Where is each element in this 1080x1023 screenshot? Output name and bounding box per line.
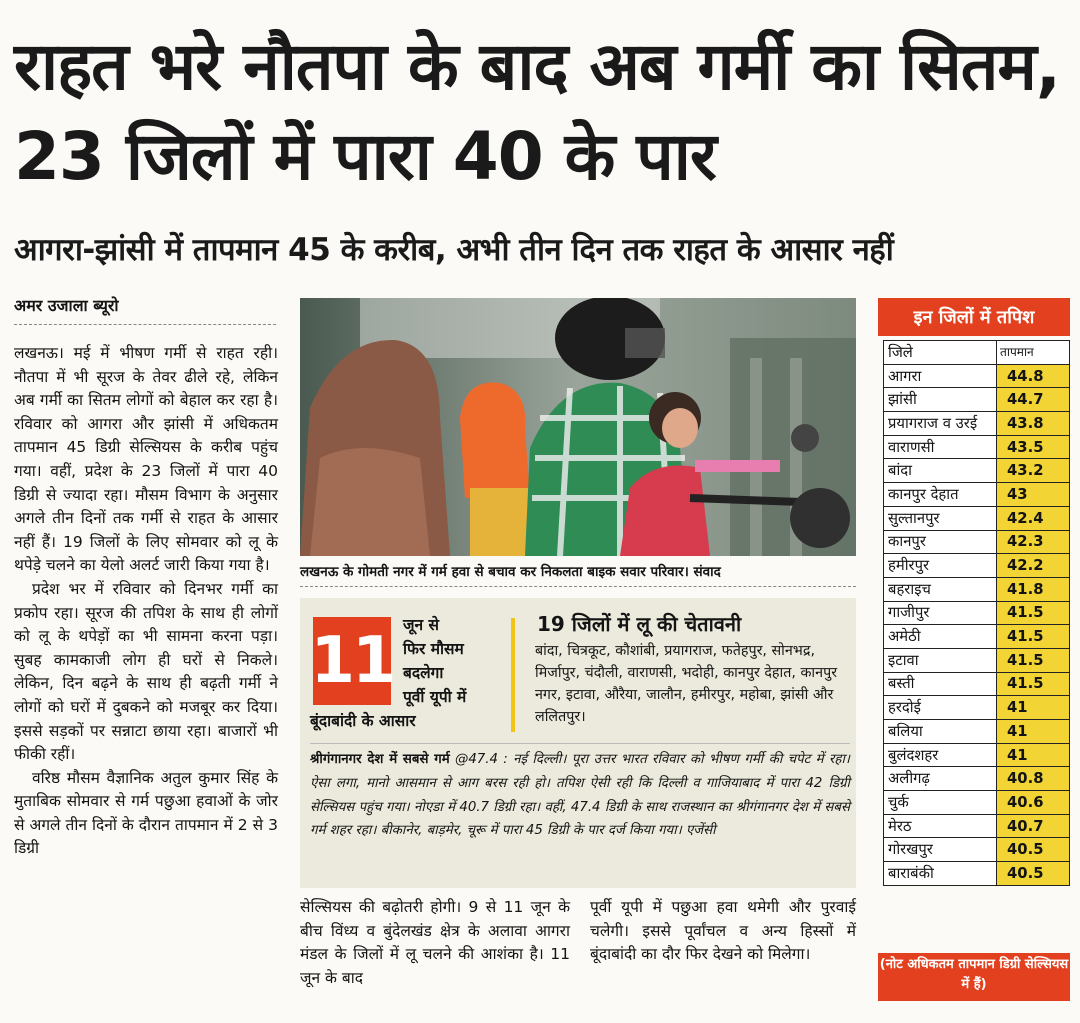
table-row — [884, 435, 1070, 459]
temperature-cell: 43.8 — [997, 412, 1070, 436]
district-cell: अमेठी — [884, 625, 997, 649]
subheadline: आगरा-झांसी में तापमान 45 के करीब, अभी तीन दिन तक राहत के आसार नहीं — [14, 232, 894, 268]
table-row — [884, 696, 1070, 720]
warning-districts: बांदा, चित्रकूट, कौशांबी, प्रयागराज, फतेहपुर, सोनभद्र, मिर्जापुर, चंदौली, वाराणसी, भदोही, कानपुर देहात, कानपुर नगर, इटावा, औरैया, जालौन, हमीरपुर, महोबा, झांसी और ललितपुर। — [535, 643, 838, 725]
byline: अमर उजाला ब्यूरो — [14, 296, 119, 315]
district-cell: बांदा — [884, 459, 997, 483]
district-cell: मेरठ — [884, 814, 997, 838]
date-number-badge: 11 — [313, 617, 391, 705]
district-cell: अलीगढ़ — [884, 767, 997, 791]
district-header: जिले — [884, 341, 997, 365]
june-line-2: फिर मौसम — [403, 640, 464, 658]
district-cell: कानपुर — [884, 530, 997, 554]
column-2-text: सेल्सियस की बढ़ोतरी होगी। 9 से 11 जून के बीच विंध्य व बुंदेलखंड क्षेत्र के अलावा आगरा मंडल के जिलों में लू चलने की आशंका है। 11 जून के बाद — [300, 898, 570, 987]
district-cell: सुल्तानपुर — [884, 506, 997, 530]
temperature-cell: 41 — [997, 696, 1070, 720]
table-row — [884, 530, 1070, 554]
table-row — [884, 648, 1070, 672]
table-header-row — [884, 341, 1070, 365]
table-row — [884, 625, 1070, 649]
temp-header: तापमान — [997, 341, 1070, 365]
table-row — [884, 672, 1070, 696]
box-divider — [310, 743, 850, 744]
table-row — [884, 862, 1070, 886]
table-row — [884, 767, 1070, 791]
district-cell: प्रयागराज व उरई — [884, 412, 997, 436]
paragraph-3: वरिष्ठ मौसम वैज्ञानिक अतुल कुमार सिंह के मुताबिक सोमवार से गर्म पछुआ हवाओं के जोर से अगले तीन दिनों के दौरान तापमान में 2 से 3 डिग्री — [14, 768, 278, 858]
temperature-cell: 44.7 — [997, 388, 1070, 412]
temperature-cell: 43.2 — [997, 459, 1070, 483]
district-cell: इटावा — [884, 648, 997, 672]
table-row — [884, 364, 1070, 388]
table-row — [884, 743, 1070, 767]
article-column-2 — [300, 896, 570, 990]
headline: राहत भरे नौतपा के बाद अब गर्मी का सितम, 23 जिलों में पारा 40 के पार — [14, 28, 1060, 195]
table-note: (नोट अधिकतम तापमान डिग्री सेल्सियस में हैं) — [878, 953, 1070, 1001]
table-row — [884, 388, 1070, 412]
table-row — [884, 601, 1070, 625]
bike-family-photo-illustration — [300, 298, 856, 556]
sriganganagar-paragraph — [310, 748, 850, 843]
district-cell: वाराणसी — [884, 435, 997, 459]
temperature-cell: 40.7 — [997, 814, 1070, 838]
temperature-cell: 41.5 — [997, 625, 1070, 649]
temperature-cell: 42.2 — [997, 554, 1070, 578]
table-row — [884, 459, 1070, 483]
temperature-cell: 41.5 — [997, 601, 1070, 625]
temperature-cell: 43 — [997, 483, 1070, 507]
temperature-cell: 40.6 — [997, 791, 1070, 815]
caption-divider — [300, 586, 856, 587]
district-cell: बहराइच — [884, 577, 997, 601]
temperature-cell: 41 — [997, 743, 1070, 767]
temperature-cell: 40.5 — [997, 862, 1070, 886]
weather-change-text — [403, 613, 508, 709]
paragraph-1: लखनऊ। मई में भीषण गर्मी से राहत रही। नौतपा में भी सूरज के तेवर ढीले रहे, लेकिन अब गर्मी का सितम लोगों को बेहाल कर रहा है। रविवार को आगरा और झांसी में अधिकतम तापमान 45 डिग्री सेल्सियस के करीब पहुंच गया। वहीं, प्रदेश के 23 जिलों में पारा 40 डिग्री से ज्यादा रहा। मौसम विभाग के अनुसार अगले तीन दिनों तक गर्मी से राहत के आसार नहीं हैं। 19 जिलों के लिए सोमवार को लू के थपेड़े चलने का येलो अलर्ट जारी किया गया है। — [14, 344, 278, 575]
temperature-cell: 42.4 — [997, 506, 1070, 530]
column-3-text: पूर्वी यूपी में पछुआ हवा थमेगी और पुरवाई चलेगी। इससे पूर्वांचल व अन्य हिस्सों में बूंदाबांदी का दौर फिर देखने को मिलेगा। — [590, 898, 856, 964]
table-row — [884, 577, 1070, 601]
district-cell: बाराबंकी — [884, 862, 997, 886]
temperature-cell: 41.5 — [997, 648, 1070, 672]
sriganganagar-title: श्रीगंगानगर देश में सबसे गर्म — [310, 752, 450, 767]
district-cell: हमीरपुर — [884, 554, 997, 578]
june-line-5: बूंदाबांदी के आसार — [310, 712, 416, 730]
table-row — [884, 791, 1070, 815]
table-row — [884, 814, 1070, 838]
district-cell: बस्ती — [884, 672, 997, 696]
district-cell: झांसी — [884, 388, 997, 412]
temperature-cell: 40.5 — [997, 838, 1070, 862]
warning-title: 19 जिलों में लू की चेतावनी — [537, 612, 742, 636]
paragraph-2: प्रदेश भर में रविवार को दिनभर गर्मी का प्रकोप रहा। सूरज की तपिश के साथ ही लोगों को लू के थपेड़ों का भी सामना करना पड़ा। सुबह कामकाजी लोग ही घरों से निकले। लेकिन, दिन बढ़ने के साथ ही बढ़ती गर्मी ने लोगों को घरों में दुबकने को मजबूर कर दिया। इससे सड़कों पर सन्नाटा छाया रहा। बाजारों भी फीकी रहीं। — [14, 579, 278, 764]
june-line-3: बदलेगा — [403, 664, 444, 682]
june-line-1: जून से — [403, 616, 439, 634]
district-cell: गोरखपुर — [884, 838, 997, 862]
temperature-cell: 40.8 — [997, 767, 1070, 791]
photo-caption: लखनऊ के गोमती नगर में गर्म हवा से बचाव कर निकलता बाइक सवार परिवार। संवाद — [300, 564, 721, 580]
temperature-cell: 44.8 — [997, 364, 1070, 388]
district-cell: बुलंदशहर — [884, 743, 997, 767]
district-cell: आगरा — [884, 364, 997, 388]
accent-bar — [511, 618, 515, 732]
temperature-cell: 42.3 — [997, 530, 1070, 554]
temperature-cell: 43.5 — [997, 435, 1070, 459]
byline-divider — [14, 324, 276, 325]
district-cell: हरदोई — [884, 696, 997, 720]
table-row — [884, 483, 1070, 507]
district-cell: कानपुर देहात — [884, 483, 997, 507]
temperature-table — [883, 340, 1070, 886]
article-column-1 — [14, 342, 278, 861]
district-cell: चुर्क — [884, 791, 997, 815]
district-cell: गाजीपुर — [884, 601, 997, 625]
table-row — [884, 554, 1070, 578]
table-row — [884, 506, 1070, 530]
sriganganagar-body: @47.4 : नई दिल्ली। पूरा उत्तर भारत रविवार को भीषण गर्मी की चपेट में रहा। ऐसा लगा, मानो आसमान से आग बरस रही हो। तपिश ऐसी रही कि दिल्ली व गाजियाबाद में पारा 42 डिग्री सेल्सियस पहुंच गया। नोएडा में 40.7 डिग्री रहा। वहीं, 47.4 डिग्री के साथ राजस्थान का श्रीगंगानगर देश में सबसे गर्म शहर रहा। बीकानेर, बाड़मेर, चूरू में पारा 45 डिग्री के पार दर्ज किया गया। एजेंसी — [310, 752, 850, 839]
june-line-4: पूर्वी यूपी में — [403, 688, 467, 706]
table-row — [884, 412, 1070, 436]
news-photo — [300, 298, 856, 556]
district-cell: बलिया — [884, 720, 997, 744]
temperature-cell: 41.8 — [997, 577, 1070, 601]
table-title: इन जिलों में तपिश — [878, 298, 1070, 336]
temperature-cell: 41 — [997, 720, 1070, 744]
table-row — [884, 838, 1070, 862]
temperature-cell: 41.5 — [997, 672, 1070, 696]
table-row — [884, 720, 1070, 744]
article-column-3 — [590, 896, 856, 967]
